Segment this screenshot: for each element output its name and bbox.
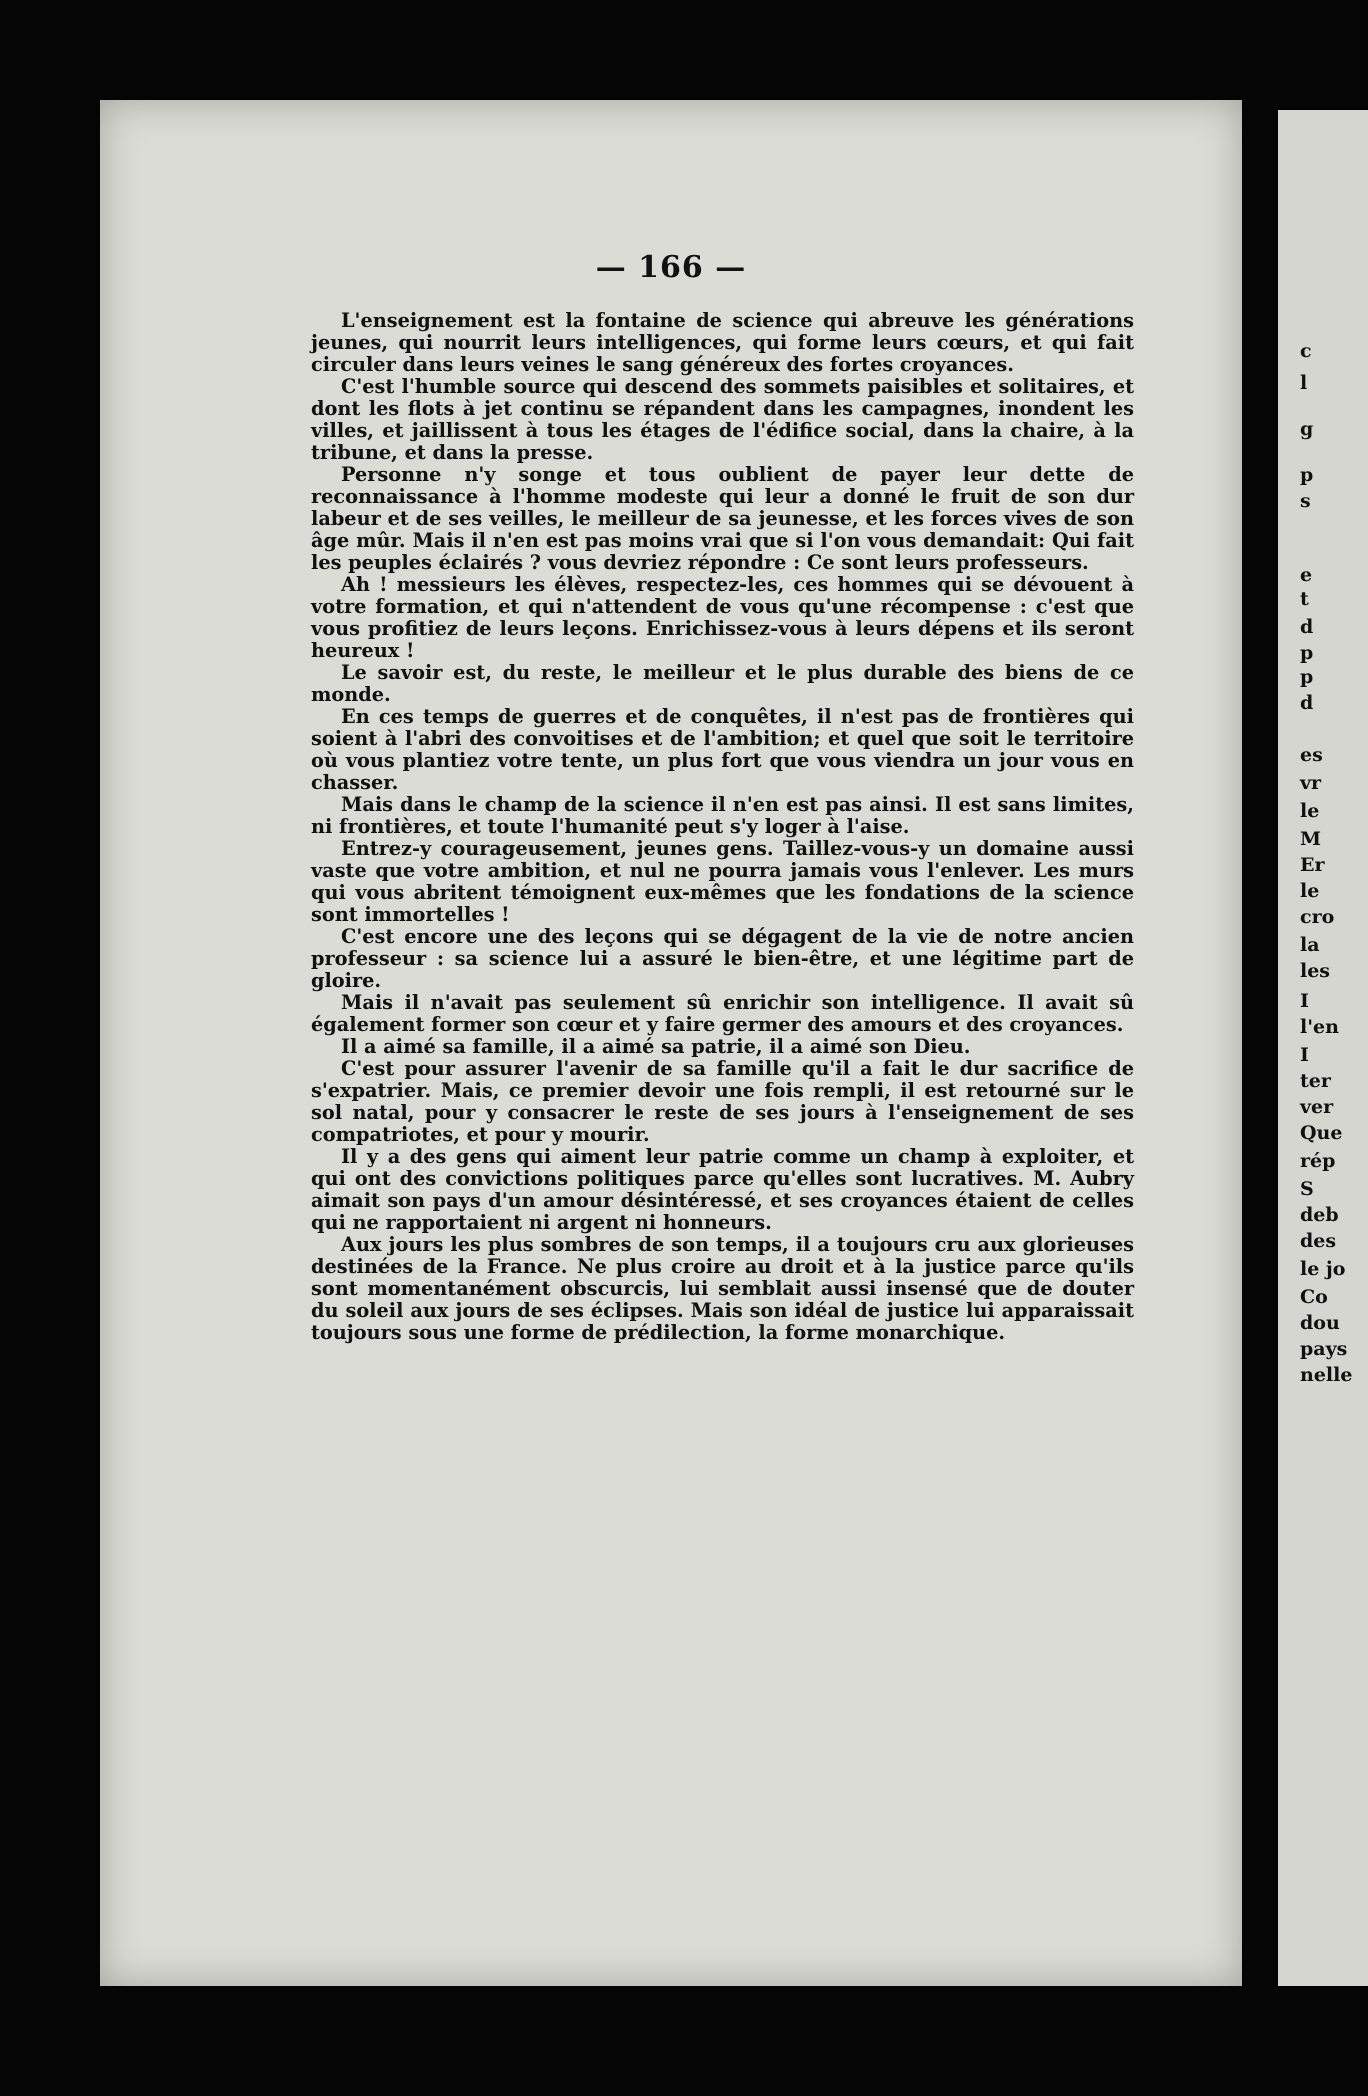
paragraph: Il y a des gens qui aiment leur patrie comme un champ à exploiter, et qui ont des convictions politiques parce qu'elles sont lucratives. M. Aubry aimait son pays d'un amour désintéressé, et ses croyances étaient de celles qui ne rapportaient ni argent ni honneurs. — [311, 1145, 1134, 1234]
paragraph: Ah ! messieurs les élèves, respectez-les, ces hommes qui se dévouent à votre formation, et qui n'attendent de vous qu'une récompense : c'est que vous profitiez de leurs leçons. Enrichissez-vous à leurs dépens et ils seront heureux ! — [311, 573, 1134, 662]
paragraph: Personne n'y songe et tous oublient de payer leur dette de reconnaissance à l'homme modeste qui leur a donné le fruit de son dur labeur et de ses veilles, le meilleur de sa jeunesse, et les forces vives de son âge mûr. Mais il n'en est pas moins vrai que si l'on vous demandait: Qui fait les peuples éclairés ? vous devriez répondre : Ce sont leurs professeurs. — [311, 463, 1134, 574]
paragraph: Il a aimé sa famille, il a aimé sa patrie, il a aimé son Dieu. — [341, 1035, 971, 1058]
adjacent-page-fragment: s — [1300, 490, 1311, 512]
adjacent-page-fragment: p — [1300, 642, 1314, 664]
adjacent-page-fragment: Er — [1300, 854, 1325, 876]
paragraph: Le savoir est, du reste, le meilleur et le plus durable des biens de ce monde. — [311, 661, 1134, 706]
paragraph: C'est encore une des leçons qui se dégagent de la vie de notre ancien professeur : sa science lui a assuré le bien-être, et une légitime part de gloire. — [311, 925, 1134, 992]
adjacent-page-fragment: g — [1300, 418, 1314, 440]
adjacent-page-fragment: cro — [1300, 906, 1335, 928]
paragraph: Mais dans le champ de la science il n'en est pas ainsi. Il est sans limites, ni frontières, et toute l'humanité peut s'y loger à l'aise. — [311, 793, 1134, 838]
adjacent-page-fragment: deb — [1300, 1204, 1339, 1226]
book-page — [100, 100, 1242, 1986]
adjacent-page-fragment: Co — [1300, 1286, 1328, 1308]
paragraph: C'est l'humble source qui descend des sommets paisibles et solitaires, et dont les flots à jet continu se répandent dans les campagnes, inondent les villes, et jaillissent à tous les étages de l'édifice social, dans la chaire, à la tribune, et dans la presse. — [311, 375, 1134, 464]
paragraph: En ces temps de guerres et de conquêtes, il n'est pas de frontières qui soient à l'abri des convoitises et de l'ambition; et quel que soit le territoire où vous plantiez votre tente, un plus fort que vous viendra un jour vous en chasser. — [311, 705, 1134, 794]
adjacent-page-fragment: les — [1300, 960, 1331, 982]
adjacent-page-fragment: le — [1300, 880, 1320, 902]
adjacent-page-fragment: d — [1300, 692, 1314, 714]
paragraph: C'est pour assurer l'avenir de sa famille qu'il a fait le dur sacrifice de s'expatrier. Mais, ce premier devoir une fois rempli, il est retourné sur le sol natal, pour y consacrer le reste de ses jours à l'enseignement de ses compatriotes, et pour y mourir. — [311, 1057, 1134, 1146]
adjacent-page-fragment: le jo — [1300, 1258, 1346, 1280]
adjacent-page-fragment: S — [1300, 1178, 1314, 1200]
adjacent-page-fragment: pays — [1300, 1338, 1348, 1360]
adjacent-page-fragment: c — [1300, 340, 1312, 362]
adjacent-page-fragment: l'en — [1300, 1016, 1339, 1038]
adjacent-page-fragment: ver — [1300, 1096, 1334, 1118]
adjacent-page-fragment: es — [1300, 744, 1323, 766]
adjacent-page-fragment: ter — [1300, 1070, 1331, 1092]
adjacent-page-fragment: p — [1300, 464, 1314, 486]
adjacent-page-fragment: des — [1300, 1230, 1337, 1252]
adjacent-page-fragment: I — [1300, 1044, 1309, 1066]
adjacent-page-fragment: rép — [1300, 1150, 1336, 1172]
paragraph: L'enseignement est la fontaine de science qui abreuve les générations jeunes, qui nourrit leurs intelligences, qui forme leurs cœurs, et qui fait circuler dans leurs veines le sang généreux des fortes croyances. — [311, 309, 1134, 376]
adjacent-page-fragment: la — [1300, 934, 1320, 956]
adjacent-page-fragment: le — [1300, 800, 1320, 822]
adjacent-page-fragment: M — [1300, 828, 1322, 850]
adjacent-page-fragment: p — [1300, 666, 1314, 688]
adjacent-page-fragment: I — [1300, 990, 1309, 1012]
adjacent-page-fragment: e — [1300, 564, 1313, 586]
adjacent-page-fragment: d — [1300, 616, 1314, 638]
adjacent-page-fragment: l — [1300, 372, 1308, 394]
paragraph: Aux jours les plus sombres de son temps, il a toujours cru aux glorieuses destinées de la France. Ne plus croire au droit et à la justice parce qu'ils sont momentanément obscurcis, lui semblait aussi insensé que de douter du soleil aux jours de ses éclipses. Mais son idéal de justice lui apparaissait toujours sous une forme de prédilection, la forme monarchique. — [311, 1233, 1134, 1344]
adjacent-page-fragment: nelle — [1300, 1364, 1353, 1386]
adjacent-page-fragment: t — [1300, 588, 1309, 610]
paragraph: Entrez-y courageusement, jeunes gens. Taillez-vous-y un domaine aussi vaste que votre ambition, et nul ne pourra jamais vous l'enlever. Les murs qui vous abritent témoignent eux-mêmes que les fondations de la science sont immortelles ! — [311, 837, 1134, 926]
page-number: — 166 — — [595, 250, 747, 285]
paragraph: Mais il n'avait pas seulement sû enrichir son intelligence. Il avait sû également former son cœur et y faire germer des amours et des croyances. — [311, 991, 1134, 1036]
adjacent-page-fragment: vr — [1300, 772, 1322, 794]
body-text — [311, 310, 1134, 1344]
adjacent-page-edge — [1278, 110, 1368, 1986]
adjacent-page-fragment: Que — [1300, 1122, 1343, 1144]
adjacent-page-fragment: dou — [1300, 1312, 1340, 1334]
